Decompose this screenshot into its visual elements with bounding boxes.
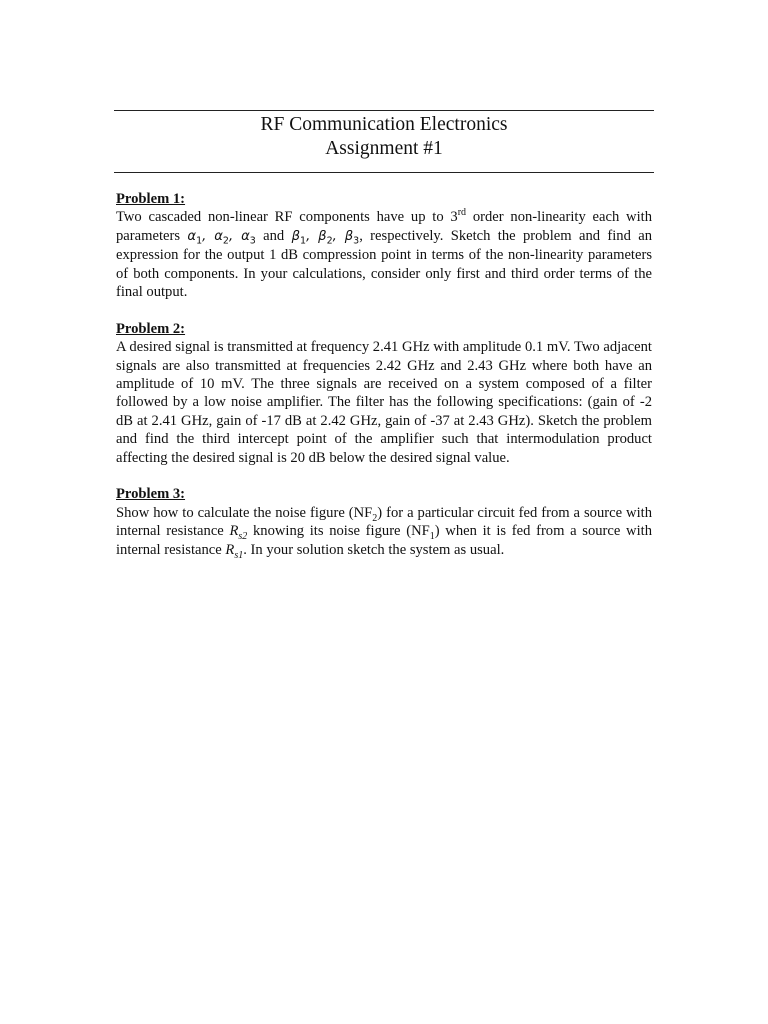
resistance-symbol: R xyxy=(225,541,235,558)
resistance-symbol: R xyxy=(229,523,239,540)
header-bottom-rule xyxy=(114,172,654,173)
subscript: 1 xyxy=(196,235,203,247)
problem-1 xyxy=(116,190,652,301)
document-title: RF Communication Electronics xyxy=(260,114,508,135)
subscript: s2 xyxy=(238,531,248,543)
problem-1-text-part: and xyxy=(255,227,292,244)
problem-3-text-part: Show how to calculate the noise figure (NF xyxy=(116,504,373,521)
beta-symbol: β xyxy=(318,228,327,244)
problem-3-text xyxy=(116,504,652,559)
ordinal-superscript: rd xyxy=(457,206,467,218)
beta-symbol: β xyxy=(291,228,301,244)
alpha-symbol: α xyxy=(187,228,197,244)
separator: , xyxy=(306,228,319,244)
beta-symbol: β xyxy=(344,228,354,244)
document-subtitle: Assignment #1 xyxy=(325,138,443,159)
subscript: s1 xyxy=(234,549,244,561)
problem-3-text-part: ) for a particular circuit fed from a source with internal resistance xyxy=(116,504,652,540)
problem-2 xyxy=(116,320,652,467)
alpha-symbol: α xyxy=(241,228,250,244)
problem-1-text-part: Two cascaded non-linear RF components have up to 3 xyxy=(116,209,458,226)
subscript: 1 xyxy=(429,531,435,543)
problem-3 xyxy=(116,485,652,559)
separator: , xyxy=(202,228,215,244)
separator: , xyxy=(228,228,242,244)
subscript: 2 xyxy=(372,512,378,524)
beta-parameters xyxy=(291,228,360,247)
problem-1-text xyxy=(116,208,652,301)
subscript: 2 xyxy=(222,235,229,247)
problem-1-text-part: , respectively. Sketch the problem and find an expression for the output 1 dB compression point in terms of the non-linearity parameters of both components. In your calculations, consider only first and third order terms of the final output. xyxy=(116,227,653,301)
problem-2-heading: Problem 2: xyxy=(116,320,186,337)
alpha-symbol: α xyxy=(214,228,223,244)
header-top-rule xyxy=(114,110,654,111)
subscript: 3 xyxy=(353,235,360,247)
problems-content xyxy=(116,190,652,577)
alpha-parameters xyxy=(187,228,256,247)
subscript: 2 xyxy=(326,235,333,247)
problem-3-heading: Problem 3: xyxy=(116,486,186,503)
subscript: 3 xyxy=(249,235,256,247)
problem-3-text-part: . In your solution sketch the system as usual. xyxy=(243,541,505,558)
problem-1-heading: Problem 1: xyxy=(116,191,186,207)
subscript: 1 xyxy=(300,235,307,247)
separator: , xyxy=(332,228,345,244)
problem-2-text: A desired signal is transmitted at frequency 2.41 GHz with amplitude 0.1 mV. Two adjacent signals are also transmitted at frequencies 2.42 GHz and 2.43 GHz where both have an amplitude of 10 mV. The three signals are received on a system composed of a filter followed by a low noise amplifier. The filter has the following specifications: (gain of -2 dB at 2.41 GHz, gain of -17 dB at 2.42 GHz, gain of -37 at 2.43 GHz). Sketch the problem and find the third intercept point of the amplifier such that intermodulation product affecting the desired signal is 20 dB below the desired signal value. xyxy=(116,339,652,466)
problem-3-text-part: ) when it is fed from a source with internal resistance xyxy=(116,523,652,558)
title-block xyxy=(114,113,654,161)
problem-1-text-part: order non-linearity each with parameters xyxy=(116,209,652,244)
problem-3-text-part: knowing its noise figure (NF xyxy=(247,523,430,540)
